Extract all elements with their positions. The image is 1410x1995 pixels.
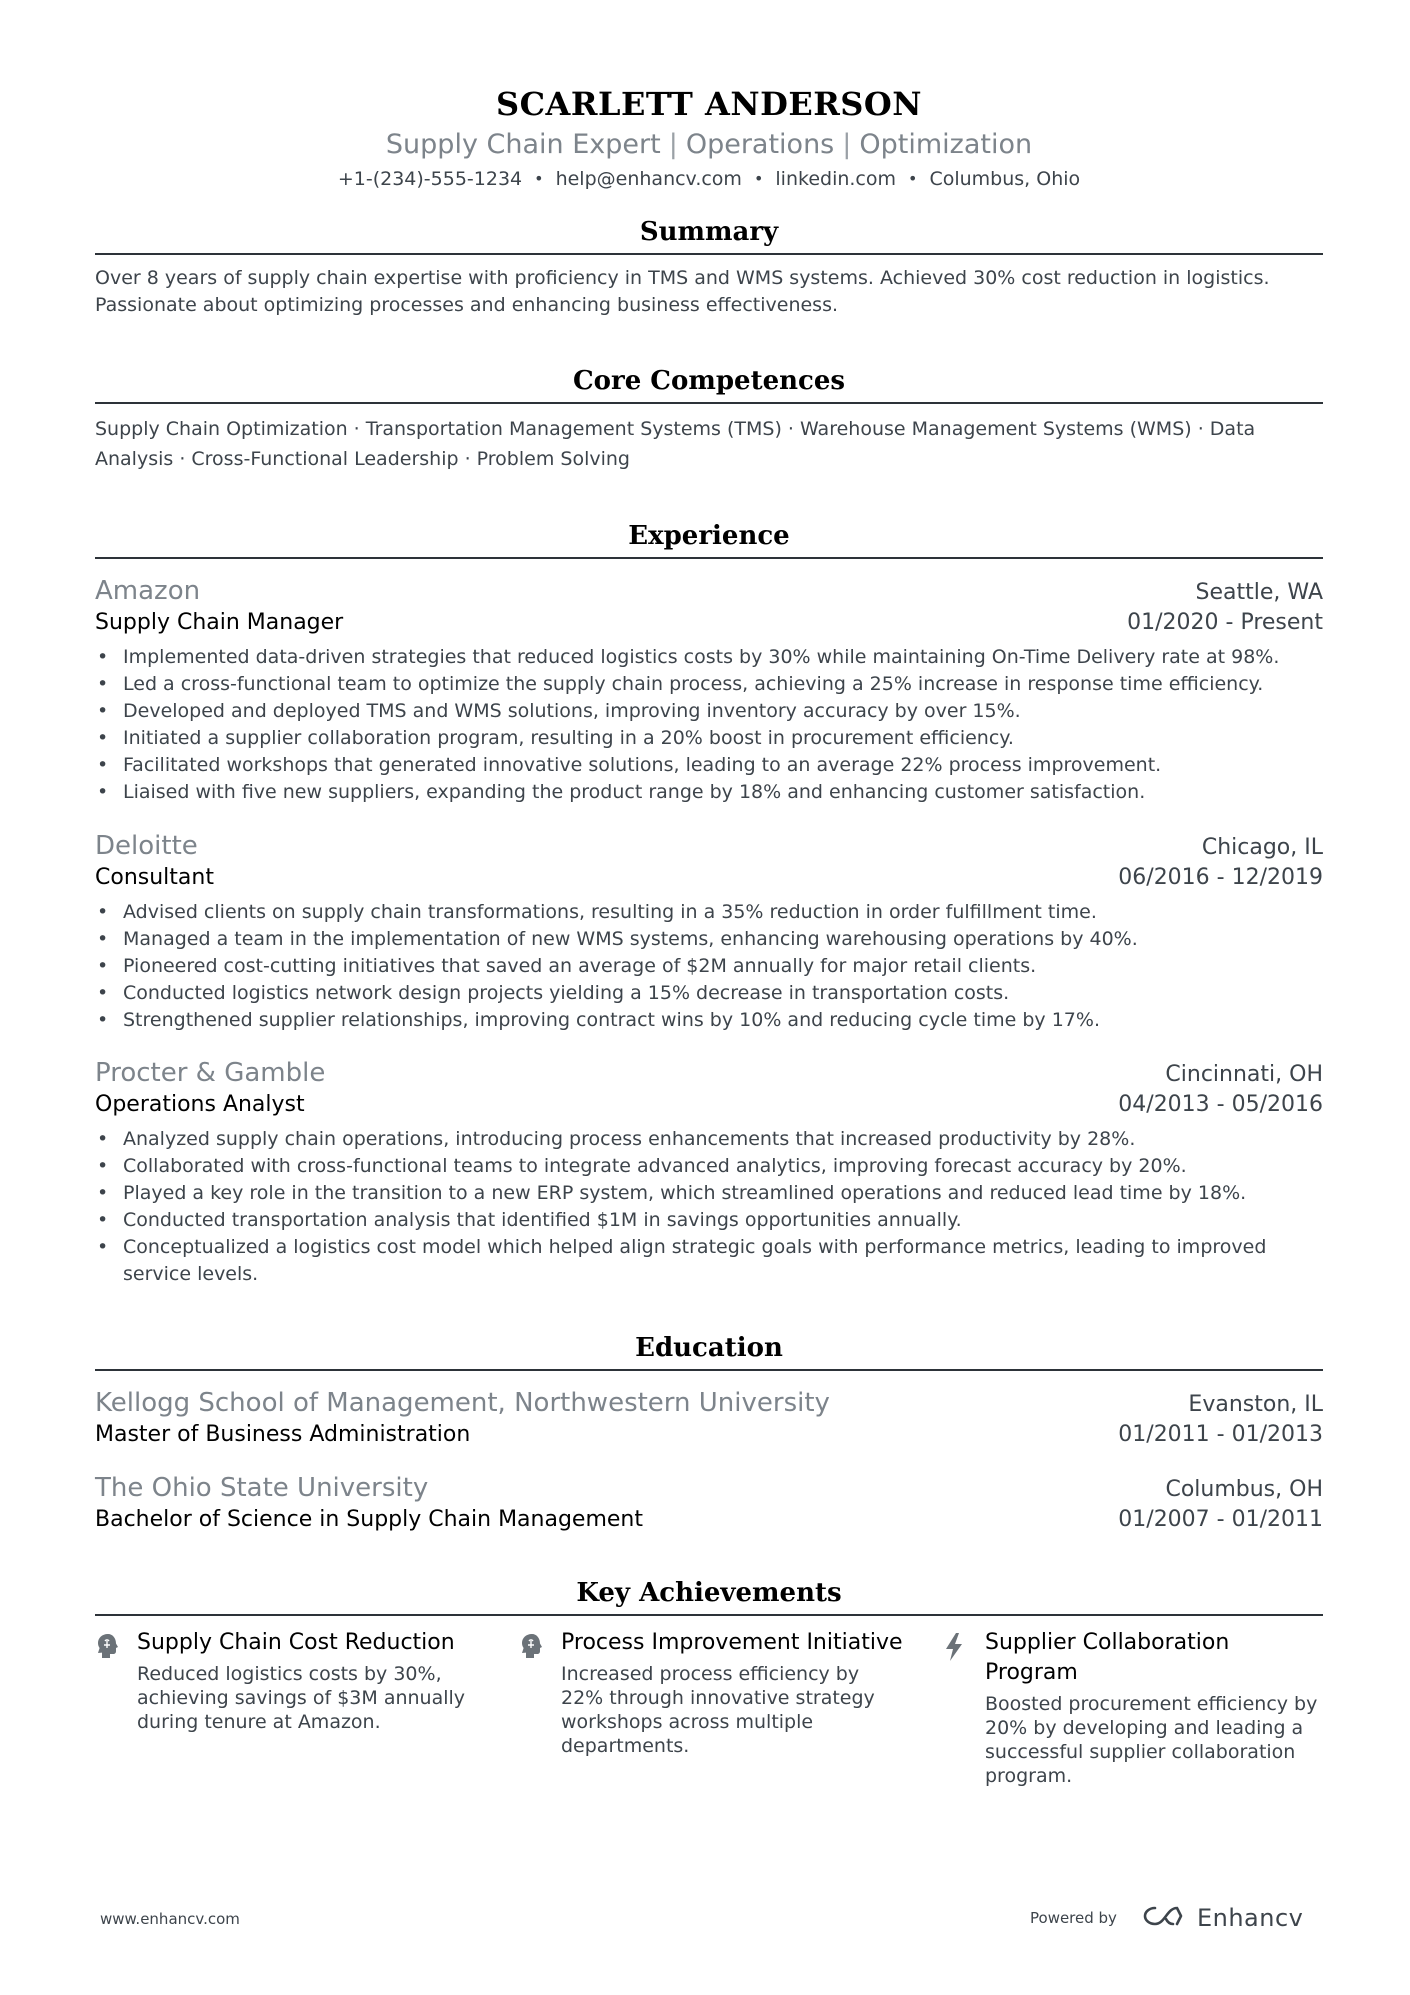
contact-separator: • [534,169,544,188]
achievements-section [95,1576,1323,1788]
bullet-item: • Managed a team in the implementation of new WMS systems, enhancing warehousing operations by 40%. [123,926,1323,953]
experience-section [95,519,1323,559]
bullet-item: • Conceptualized a logistics cost model which helped align strategic goals with performance metrics, leading to improved service levels. [123,1234,1323,1288]
headline-part: Supply Chain Expert [385,129,661,160]
bullet-item: • Strengthened supplier relationships, improving contract wins by 10% and reducing cycle time by 17%. [123,1007,1323,1034]
job-bullets [95,1126,1323,1288]
contact-line [95,166,1323,193]
headline-separator: | [842,129,852,160]
headline-separator: | [668,129,678,160]
section-title: Summary [95,215,1323,255]
summary-section [95,215,1323,319]
bullet-item: • Liaised with five new suppliers, expanding the product range by 18% and enhancing customer satisfaction. [123,779,1323,806]
job-bullets [95,644,1323,806]
powered-by [1030,1904,1303,1932]
school-location: Columbus, OH [1165,1477,1323,1502]
education-entry [95,1386,1323,1450]
job-entry [95,574,1323,806]
phone: +1-(234)-555-1234 [337,168,523,190]
achievement-desc: Increased process efficiency by 22% through innovative strategy workshops across multiple departments. [561,1663,875,1757]
lightning-icon [943,1628,985,1788]
section-title: Key Achievements [95,1576,1323,1616]
bullet-item: • Played a key role in the transition to a new ERP system, which streamlined operations and reduced lead time by 18%. [123,1180,1323,1207]
resume-page [95,0,1323,1787]
achievement-title: Process Improvement Initiative [561,1630,903,1655]
education-dates: 01/2007 - 01/2011 [1118,1507,1323,1532]
degree: Master of Business Administration [95,1422,471,1447]
bullet-item: • Facilitated workshops that generated innovative solutions, leading to an average 22% process improvement. [123,752,1323,779]
bullet-item: • Led a cross-functional team to optimize the supply chain process, achieving a 25% increase in response time efficiency. [123,671,1323,698]
bullet-item: • Advised clients on supply chain transformations, resulting in a 35% reduction in order fulfillment time. [123,899,1323,926]
linkedin-link[interactable]: linkedin.com [775,168,897,190]
job-entry [95,1056,1323,1288]
job-dates: 06/2016 - 12/2019 [1118,865,1323,890]
education-section [95,1331,1323,1371]
bullet-item: • Collaborated with cross-functional teams to integrate advanced analytics, improving forecast accuracy by 20%. [123,1153,1323,1180]
school-name: Kellogg School of Management, Northwestern University [95,1388,830,1418]
job-title: Consultant [95,865,214,890]
competences-text: Supply Chain Optimization · Transportation Management Systems (TMS) · Warehouse Management Systems (WMS) · Data Analysis · Cross-Functional Leadership · Problem Solving [95,418,1256,470]
education-dates: 01/2011 - 01/2013 [1118,1422,1323,1447]
section-title: Experience [95,519,1323,559]
competences-section [95,364,1323,474]
contact-separator: • [753,169,764,188]
achievement-desc: Boosted procurement efficiency by 20% by developing and leading a successful supplier collaboration program. [985,1693,1318,1787]
job-title: Supply Chain Manager [95,610,344,635]
enhancv-brand: Enhancv [1196,1904,1304,1932]
company-name: Procter & Gamble [95,1058,326,1088]
contact-separator: • [908,169,918,188]
achievement-title: Supply Chain Cost Reduction [137,1630,455,1655]
bullet-item: • Implemented data-driven strategies that reduced logistics costs by 30% while maintaining On-Time Delivery rate at 98%. [123,644,1323,671]
bullet-item: • Conducted logistics network design projects yielding a 15% decrease in transportation costs. [123,980,1323,1007]
bullet-item: • Developed and deployed TMS and WMS solutions, improving inventory accuracy by over 15%. [123,698,1323,725]
candidate-name: SCARLETT ANDERSON [495,85,923,123]
education-entry [95,1471,1323,1535]
enhancv-logo-icon [1143,1904,1189,1932]
section-title: Core Competences [95,364,1323,404]
website-link[interactable]: www.enhancv.com [100,1910,240,1928]
resume-header [95,0,1323,193]
section-title: Education [95,1331,1323,1371]
job-bullets [95,899,1323,1034]
bullet-item: • Initiated a supplier collaboration program, resulting in a 20% boost in procurement efficiency. [123,725,1323,752]
job-location: Seattle, WA [1195,580,1323,605]
school-location: Evanston, IL [1188,1392,1323,1417]
job-location: Chicago, IL [1201,835,1323,860]
brain-icon [95,1628,137,1788]
powered-by-label: Powered by [1030,1909,1117,1927]
job-dates: 04/2013 - 05/2016 [1118,1092,1323,1117]
job-entry [95,829,1323,1034]
achievement-item [519,1628,943,1788]
email-link[interactable]: help@enhancv.com [555,168,742,190]
candidate-headline [95,128,1323,162]
achievement-item [95,1628,519,1788]
job-dates: 01/2020 - Present [1127,610,1323,635]
company-name: Amazon [95,576,201,606]
location: Columbus, Ohio [929,168,1081,190]
company-name: Deloitte [95,831,198,861]
bullet-item: • Analyzed supply chain operations, introducing process enhancements that increased productivity by 28%. [123,1126,1323,1153]
bullet-item: • Conducted transportation analysis that identified $1M in savings opportunities annually. [123,1207,1323,1234]
achievements-list [95,1628,1323,1788]
achievement-item [943,1628,1323,1788]
job-location: Cincinnati, OH [1165,1062,1323,1087]
degree: Bachelor of Science in Supply Chain Management [95,1507,644,1532]
headline-part: Optimization [859,129,1033,160]
achievement-title: Supplier Collaboration Program [985,1630,1230,1685]
job-title: Operations Analyst [95,1092,305,1117]
school-name: The Ohio State University [95,1473,429,1503]
achievement-desc: Reduced logistics costs by 30%, achieving savings of $3M annually during tenure at Amazon. [137,1663,466,1733]
brain-icon [519,1628,561,1788]
summary-text: Over 8 years of supply chain expertise with proficiency in TMS and WMS systems. Achieved 30% cost reduction in logistics. Passionate about optimizing processes and enhancing business effectiveness. [95,267,1270,316]
bullet-item: • Pioneered cost-cutting initiatives that saved an average of $2M annually for major retail clients. [123,953,1323,980]
headline-part: Operations [685,129,835,160]
